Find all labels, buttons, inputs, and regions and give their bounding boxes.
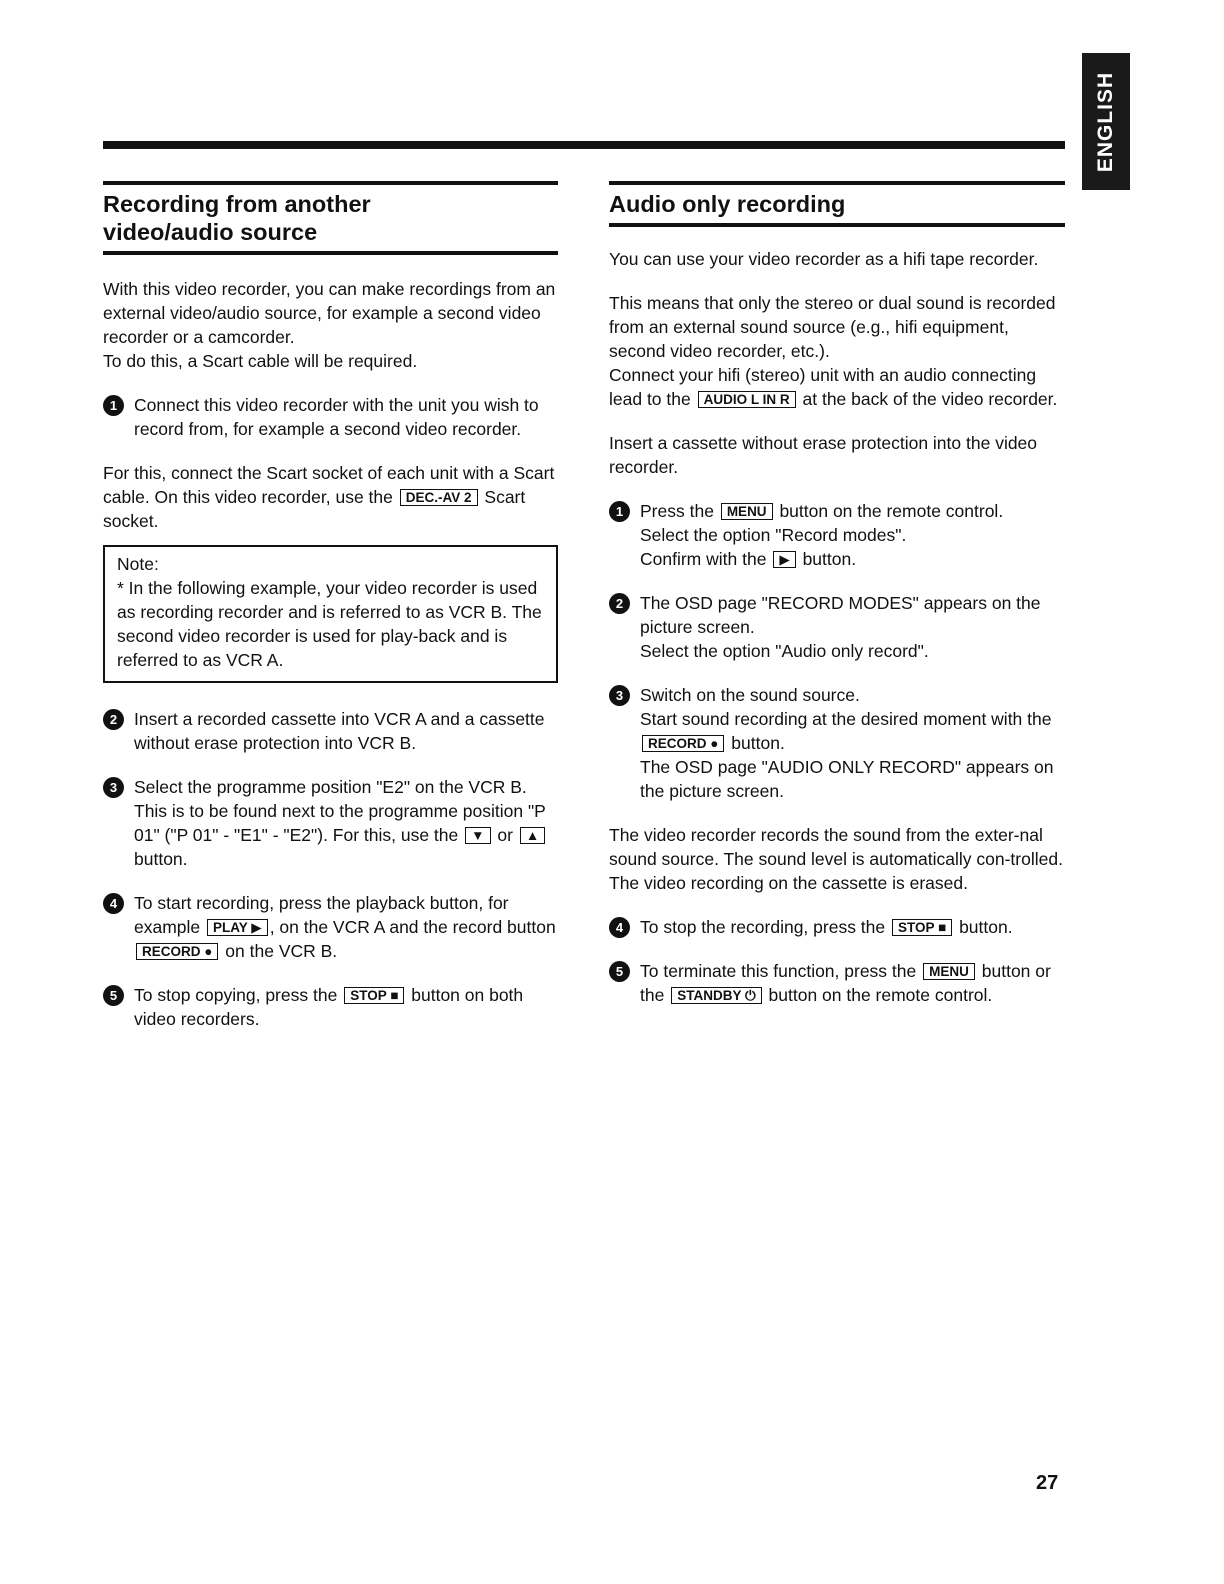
- menu-key: MENU: [721, 503, 773, 520]
- down-arrow-key: ▼: [465, 827, 490, 844]
- right-step-1-text: Press the MENU button on the remote control.: [640, 501, 1004, 521]
- note-text: * In the following example, your video recorder is used as recording recorder and is referred to as VCR B. The second video recorder is used for play-back and is referred to as VCR A.: [117, 578, 542, 670]
- left-step-2: [103, 707, 558, 755]
- right-para-1: You can use your video recorder as a hifi tape recorder.: [609, 249, 1039, 269]
- step-number-badge: 2: [103, 709, 124, 730]
- language-tab-label: ENGLISH: [1094, 71, 1117, 172]
- right-step-2: [609, 591, 1065, 663]
- stop-key: STOP ■: [892, 919, 952, 936]
- note-label: Note:: [117, 554, 159, 574]
- step-number-badge: 4: [103, 893, 124, 914]
- step-number-badge: 5: [609, 961, 630, 982]
- standby-key: STANDBY ⏻: [671, 987, 761, 1004]
- right-para-4: Insert a cassette without erase protection into the video recorder.: [609, 433, 1038, 477]
- right-para-2: This means that only the stereo or dual sound is recorded from an external sound source (e.g., hifi equipment, second video recorder, etc.).: [609, 293, 1056, 361]
- right-step-3-line3: The OSD page "AUDIO ONLY RECORD" appears on the picture screen.: [640, 757, 1054, 801]
- up-arrow-key: ▲: [520, 827, 545, 844]
- top-rule: [103, 141, 1065, 149]
- right-column: [609, 181, 1065, 1007]
- right-arrow-key: ▶: [773, 551, 795, 568]
- menu-key: MENU: [923, 963, 975, 980]
- right-step-5: [609, 959, 1065, 1007]
- left-step-5: [103, 983, 558, 1031]
- right-step-1-line3: Confirm with the ▶ button.: [640, 549, 857, 569]
- right-heading: Audio only recording: [609, 191, 846, 217]
- left-intro-2: To do this, a Scart cable will be required.: [103, 351, 418, 371]
- record-key: RECORD ●: [642, 735, 724, 752]
- left-step-1: [103, 393, 558, 441]
- left-section-heading: [103, 181, 558, 255]
- note-box: [103, 545, 558, 683]
- right-step-4: [609, 915, 1065, 939]
- right-step-2-text: The OSD page "RECORD MODES" appears on the picture screen.: [640, 593, 1041, 637]
- step-number-badge: 3: [103, 777, 124, 798]
- left-heading: Recording from another video/audio source: [103, 191, 371, 245]
- left-column: [103, 181, 558, 1031]
- left-intro: With this video recorder, you can make recordings from an external video/audio source, for example a second video recorder or a camcorder.: [103, 279, 556, 347]
- audio-in-key: AUDIO L IN R: [698, 391, 796, 408]
- left-step-4: [103, 891, 558, 963]
- dec-av2-key: DEC.-AV 2: [400, 489, 478, 506]
- left-step-5-text: To stop copying, press the STOP ■ button on both video recorders.: [134, 985, 524, 1029]
- right-step-5-text: To terminate this function, press the MENU button or the STANDBY ⏻ button on the remote control.: [640, 961, 1051, 1005]
- step-number-badge: 1: [609, 501, 630, 522]
- left-step-4-text: To start recording, press the playback button, for example PLAY ▶ , on the VCR A and the record button RECORD ● on the VCR B.: [134, 893, 556, 961]
- right-step-1: [609, 499, 1065, 571]
- step-number-badge: 4: [609, 917, 630, 938]
- play-key: PLAY ▶: [207, 919, 268, 936]
- right-step-3-line2: Start sound recording at the desired moment with the RECORD ● button.: [640, 709, 1052, 753]
- step-number-badge: 3: [609, 685, 630, 706]
- right-para-5: The video recorder records the sound from the exter-nal sound source. The sound level is automatically con-trolled. The video recording on the cassette is erased.: [609, 825, 1063, 893]
- step-number-badge: 1: [103, 395, 124, 416]
- page-number: 27: [1036, 1472, 1059, 1494]
- step-number-badge: 2: [609, 593, 630, 614]
- right-step-2-line2: Select the option "Audio only record".: [640, 641, 929, 661]
- right-section-heading: [609, 181, 1065, 227]
- left-step-2-text: Insert a recorded cassette into VCR A and a cassette without erase protection into VCR B.: [134, 709, 545, 753]
- record-key: RECORD ●: [136, 943, 218, 960]
- right-step-4-text: To stop the recording, press the STOP ■ button.: [640, 917, 1013, 937]
- right-para-3: Connect your hifi (stereo) unit with an audio connecting lead to the AUDIO L IN R at the back of the video recorder.: [609, 365, 1058, 409]
- right-step-3: [609, 683, 1065, 803]
- left-scart-paragraph: For this, connect the Scart socket of each unit with a Scart cable. On this video recorder, use the DEC.-AV 2 Scart socket.: [103, 463, 555, 531]
- stop-key: STOP ■: [344, 987, 404, 1004]
- step-number-badge: 5: [103, 985, 124, 1006]
- right-step-3-text: Switch on the sound source.: [640, 685, 860, 705]
- right-step-1-line2: Select the option "Record modes".: [640, 525, 907, 545]
- left-step-3-text: Select the programme position "E2" on the VCR B. This is to be found next to the programme position "P 01" ("P 01" - "E1" - "E2"). For this, use the ▼ or ▲ button.: [134, 777, 546, 869]
- left-step-1-text: Connect this video recorder with the unit you wish to record from, for example a second video recorder.: [134, 395, 539, 439]
- language-tab: [1082, 53, 1130, 190]
- left-step-3: [103, 775, 558, 871]
